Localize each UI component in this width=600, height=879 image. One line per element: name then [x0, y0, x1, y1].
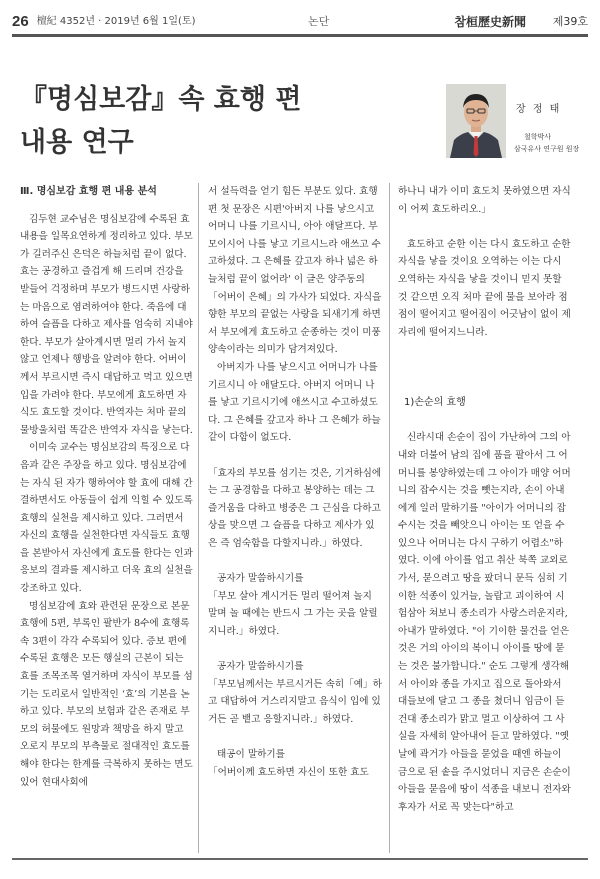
- section-heading: Ⅲ. 명심보감 효행 편 내용 분석: [20, 186, 157, 197]
- paragraph: 김두현 교수님은 명심보감에 수록된 효 내용을 일목요연하게 정리하고 있다. 부모가 길러주신 은덕은 하늘처럼 끝이 없다. 효는 공경하고 즐겁게 해 드리며 건강을 받들어 걱정하며 부모가 병드시면 사랑하는 마음으로 염려하여야 한다. 죽음에 대하여 슬픔을 다하고 제사를 엄숙히 지내야 한다. 부모가 살아계시면 멀리 가서 놀지 않고 언제나 행방을 알려야 한다. 어버이께서 부르시면 즉시 대답하고 먹고 있으면 입을 가려야 한다. 부모에게 효도하면 자식도 효도할 것이다. 반역자는 처마 끝의 물방울처럼 똑같은 반역자 자식을 낳는다.: [20, 213, 193, 436]
- speaker-line: 공자가 말씀하시기를: [217, 573, 304, 585]
- speaker-line: 태공이 말하기를: [217, 749, 285, 760]
- author-byline: [438, 84, 586, 162]
- subsection-heading: 1)손순의 효행: [404, 397, 466, 409]
- article-title-line-1: 『명심보감』속 효행 편: [20, 84, 302, 115]
- paragraph: 효도하고 순한 이는 다시 효도하고 순한 자식을 낳을 것이요 오역하는 이는 다시 오역하는 자식을 낳을 것이니 믿지 못할 것 같으면 오직 처마 끝에 물을 보아라 점점이 떨어지고 떨어짐이 어긋남이 없이 제자리에 떨어지느니라.: [398, 238, 571, 338]
- author-photo: [446, 84, 506, 158]
- issue-date: 檀紀 4352년 · 2019년 6월 1일(토): [36, 16, 196, 27]
- author-portrait-icon: [446, 84, 506, 158]
- paper-name: 참桓歷史新聞: [454, 15, 526, 29]
- author-credit-position: 삼국유사 연구원 원장: [514, 145, 580, 153]
- paragraph: 명심보감에 효와 관련된 문장으로 본문 효행에 5편, 부록인 팔반가 8수에 효행록 속 3편이 각각 수록되어 있다. 증보 편에 수록된 효행은 모든 행실의 근본이 되는 효를 조목조목 열거하며 자식이 부모를 섬기는 도리로서 일반적인 ‘효’의 기본을 논하고 있다. 부모의 보험과 같은 존재로 부모의 허물에도 원망과 책망을 하지 말고 오로지 부모의 부측물로 절대적인 효도를 해야 한다는 한계를 극복하지 못하는 면도 있어 현대사회에: [20, 600, 193, 788]
- footer-rule: [12, 858, 588, 860]
- paragraph: 아버지가 나를 낳으시고 어머니가 나를 기르시니 아 애달도다. 아버지 어머니 나를 낳고 기르시기에 애쓰시고 수고하셨도다. 그 은혜를 갚고자 하나 그 은혜가 하늘 같이 다함이 없도다.: [208, 361, 381, 444]
- page-number: 26: [12, 13, 29, 30]
- paragraph: 신라시대 손순이 집이 가난하여 그의 아내와 더불어 남의 집에 품을 팔아서 그 어머니를 봉양하였는데 그 아이가 매양 어머니의 잡수시는 것을 뺏는지라, 손이 아내에게 일러 말하기를 "아이가 어머니의 잡수시는 것을 빼앗으니 아이는 또 얻을 수 있으나 어머니는 다시 구하기 어렵소"하였다. 이에 아이를 업고 취산 북쪽 교외로 가서, 묻으려고 땅을 팠더니 문득 심히 기이한 석종이 있거늘, 놀랍고 괴이하여 시험삼아 쳐보니 종소리가 사랑스러운지라, 아내가 말하였다. "이 기이한 물건을 얻은 것은 거의 아이의 복이니 아이를 땅에 묻는 것은 불가합니다." 순도 그렇게 생각해서 아이와 종을 가지고 집으로 돌아와서 대들보에 달고 그 종을 쳤더니 임금이 듣건대 종소리가 맑고 멀고 이상하여 그 사실을 자세히 알아내어 듣고 말하였다. "옛날에 곽거가 아들을 묻었을 때엔 하늘이 금으로 된 솥을 주시었더니 지금은 손순이 아들을 묻음에 땅이 석종을 내보니 전자와 후자가 서로 꼭 맞는다"하고: [398, 432, 571, 813]
- speaker-line: 공자가 말씀하시기를: [217, 661, 304, 673]
- article-title: [20, 78, 420, 164]
- column-divider: [198, 183, 199, 853]
- header-rule: [12, 34, 588, 37]
- quotation: 「어버이께 효도하면 자신이 또한 효도: [208, 766, 369, 778]
- quotation: 「부모 살아 계시거든 멀리 떨어져 놀지 말며 놀 때에는 반드시 그 가는 곳을 알릴지니라.」하였다.: [208, 590, 378, 637]
- article-title-line-2: 내용 연구: [20, 127, 134, 158]
- quotation: 「부모님께서는 부르시거든 속히「예」하고 대답하여 거스리지말고 음식이 입에 있거든 곧 뱉고 응할지니라.」하였다.: [208, 678, 382, 725]
- paragraph: 서 설득력을 얻기 힘든 부분도 있다. 효행 편 첫 문장은 시편'아버지 나를 낳으시고 어머니 나를 기르시니, 아아 애달프다. 부모이시어 나를 낳고 기르시느라 애쓰고 수고하셨다. 그 은혜를 갚고자 하나 넓은 하늘처럼 끝이 없어라' 이 글은 양주동의 「어버이 은혜」의 가사가 되었다. 자식을 향한 부모의 끝없는 사랑을 되새기게 하면서 부모에게 효도하고 순종하는 것이 미풍양속이라는 의미가 담겨져있다.: [208, 186, 382, 356]
- paragraph: 이미숙 교수는 명심보감의 특징으로 다음과 같은 주장을 하고 있다. 명심보감에는 자식 된 자가 행하여야 할 효에 대해 간결하면서도 아동들이 쉽게 익힐 수 있도록 효행의 실천을 제시하고 있다. 그러면서 자신의 효행을 실천한다면 자식들도 효행을 본받아서 자신에게 효도를 한다는 인과응보의 결과를 제시하고 더욱 효의 실천을 강조하고 있다.: [20, 442, 193, 595]
- column-divider: [389, 183, 390, 853]
- article-column-1: [20, 183, 194, 791]
- section-label: 논단: [308, 15, 330, 28]
- issue-number: 제39호: [552, 15, 588, 28]
- paragraph: 하나니 내가 이미 효도치 못하였으면 자식이 어찌 효도하리오.」: [398, 186, 571, 215]
- article-column-2: [208, 183, 382, 781]
- article-column-3: [398, 183, 572, 816]
- quotation: 「효자의 부모를 섬기는 것은, 기거하심에는 그 공경함을 다하고 봉양하는 데는 그 즐거움을 다하고 병중은 그 근심을 다하고 상을 맞으면 그 슬픔을 다하고 제사가 있은 즉 엄숙함을 다할지니라.」하였다.: [208, 467, 382, 549]
- author-name: 장 정 태: [516, 104, 562, 115]
- author-credit-degree: 철학박사: [524, 133, 552, 141]
